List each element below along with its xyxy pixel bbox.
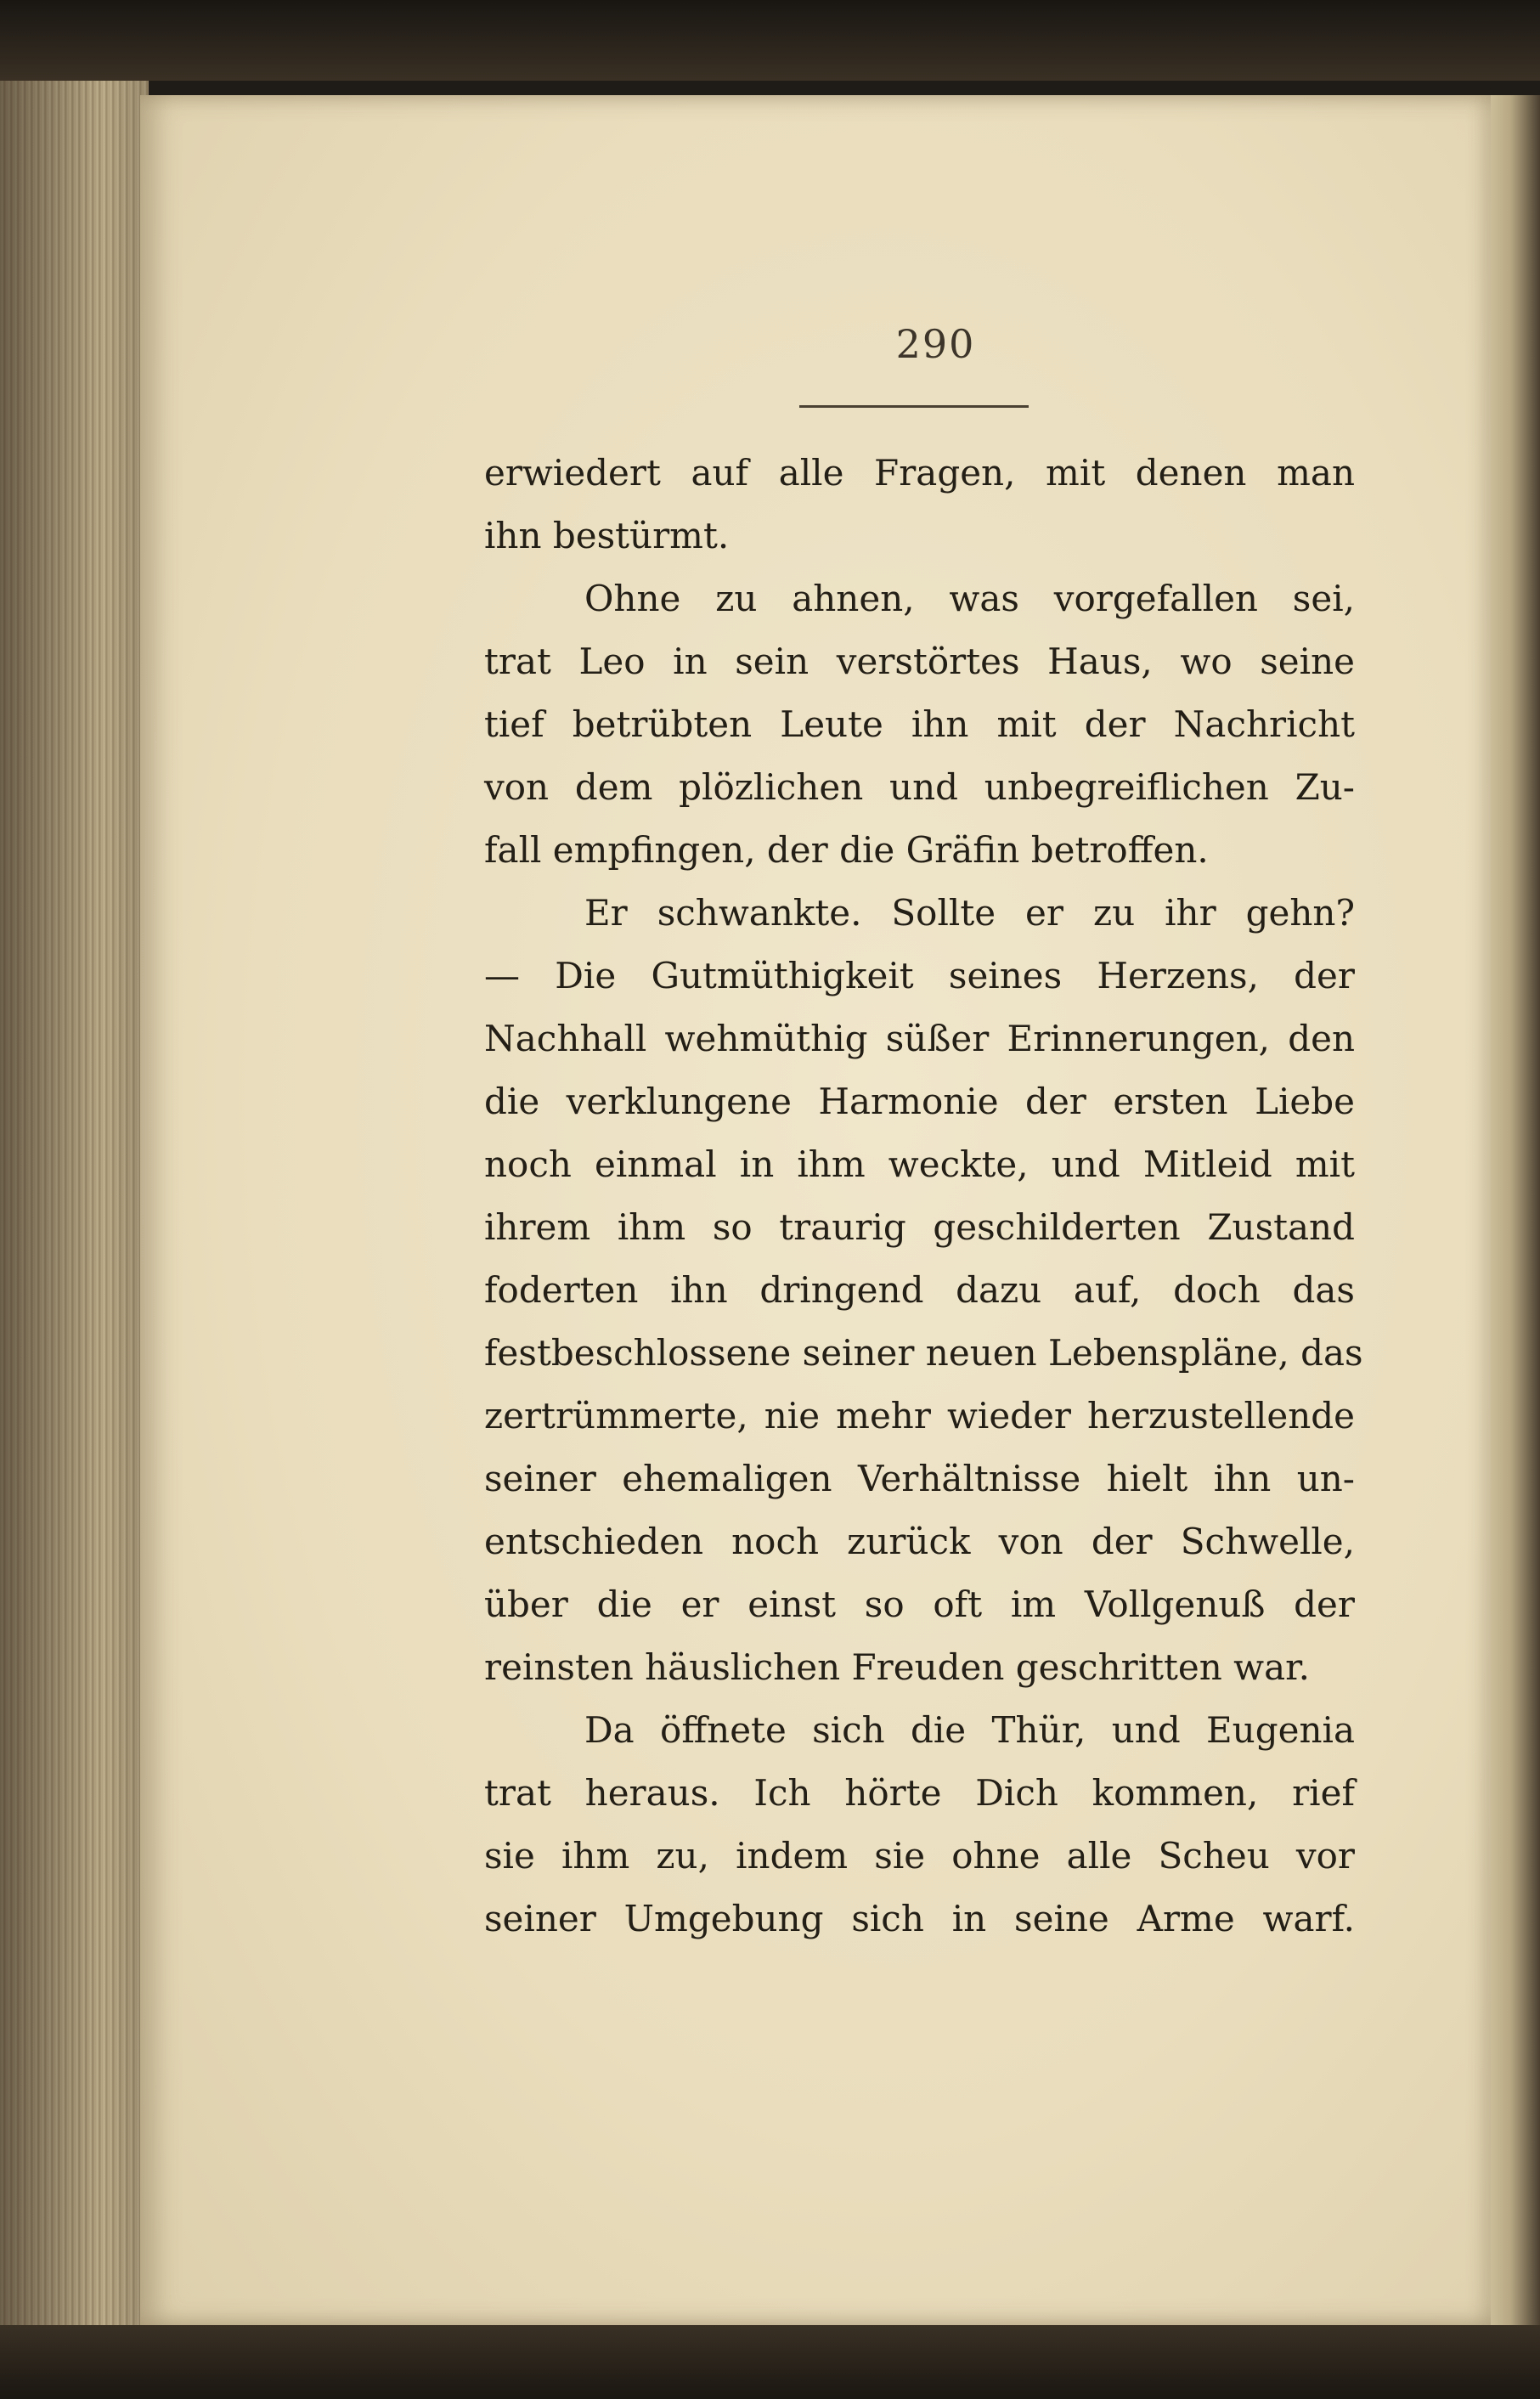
page-number: 290 — [895, 321, 976, 367]
text-line: ihrem ihm so traurig geschilderten Zustand — [484, 1206, 1355, 1248]
text-line: ihn bestürmt. — [484, 515, 730, 556]
text-line: trat heraus. Ich hörte Dich kommen, rief — [484, 1772, 1355, 1814]
book-gutter — [1491, 95, 1540, 2325]
text-line: Da öffnete sich die Thür, und Eugenia — [584, 1709, 1355, 1751]
text-line: über die er einst so oft im Vollgenuß der — [484, 1583, 1355, 1625]
text-line: von dem plözlichen und unbegreiflichen Zu- — [484, 766, 1355, 808]
text-line: trat Leo in sein verstörtes Haus, wo seine — [484, 641, 1355, 682]
text-line: erwiedert auf alle Fragen, mit denen man — [484, 452, 1355, 494]
text-line: Nachhall wehmüthig süßer Erinnerungen, den — [484, 1018, 1355, 1059]
text-line: foderten ihn dringend dazu auf, doch das — [484, 1269, 1355, 1311]
text-line: noch einmal in ihm weckte, und Mitleid mit — [484, 1143, 1355, 1185]
text-line: entschieden noch zurück von der Schwelle, — [484, 1521, 1355, 1562]
book-top-edge — [0, 0, 1540, 81]
text-line: sie ihm zu, indem sie ohne alle Scheu vor — [484, 1835, 1355, 1877]
text-line: Ohne zu ahnen, was vorgefallen sei, — [584, 578, 1355, 619]
header-rule — [799, 405, 1029, 408]
text-line: die verklungene Harmonie der ersten Liebe — [484, 1081, 1355, 1122]
text-line: tief betrübten Leute ihn mit der Nachricht — [484, 703, 1355, 745]
text-line: — Die Gutmüthigkeit seines Herzens, der — [484, 955, 1355, 996]
text-line: fall empfingen, der die Gräfin betroffen. — [484, 829, 1209, 871]
text-line: festbeschlossene seiner neuen Lebenspläne, das — [484, 1332, 1363, 1374]
text-line: seiner ehemaligen Verhältnisse hielt ihn un- — [484, 1458, 1355, 1499]
text-line: reinsten häuslichen Freuden geschritten war. — [484, 1646, 1310, 1688]
book-bottom-edge — [0, 2325, 1540, 2399]
text-line: seiner Umgebung sich in seine Arme warf. — [484, 1898, 1355, 1939]
text-line: Er schwankte. Sollte er zu ihr gehn? — [584, 892, 1355, 934]
text-line: zertrümmerte, nie mehr wieder herzustellende — [484, 1395, 1355, 1437]
page-stack-edges — [0, 81, 149, 2332]
body-text — [484, 442, 1363, 1950]
